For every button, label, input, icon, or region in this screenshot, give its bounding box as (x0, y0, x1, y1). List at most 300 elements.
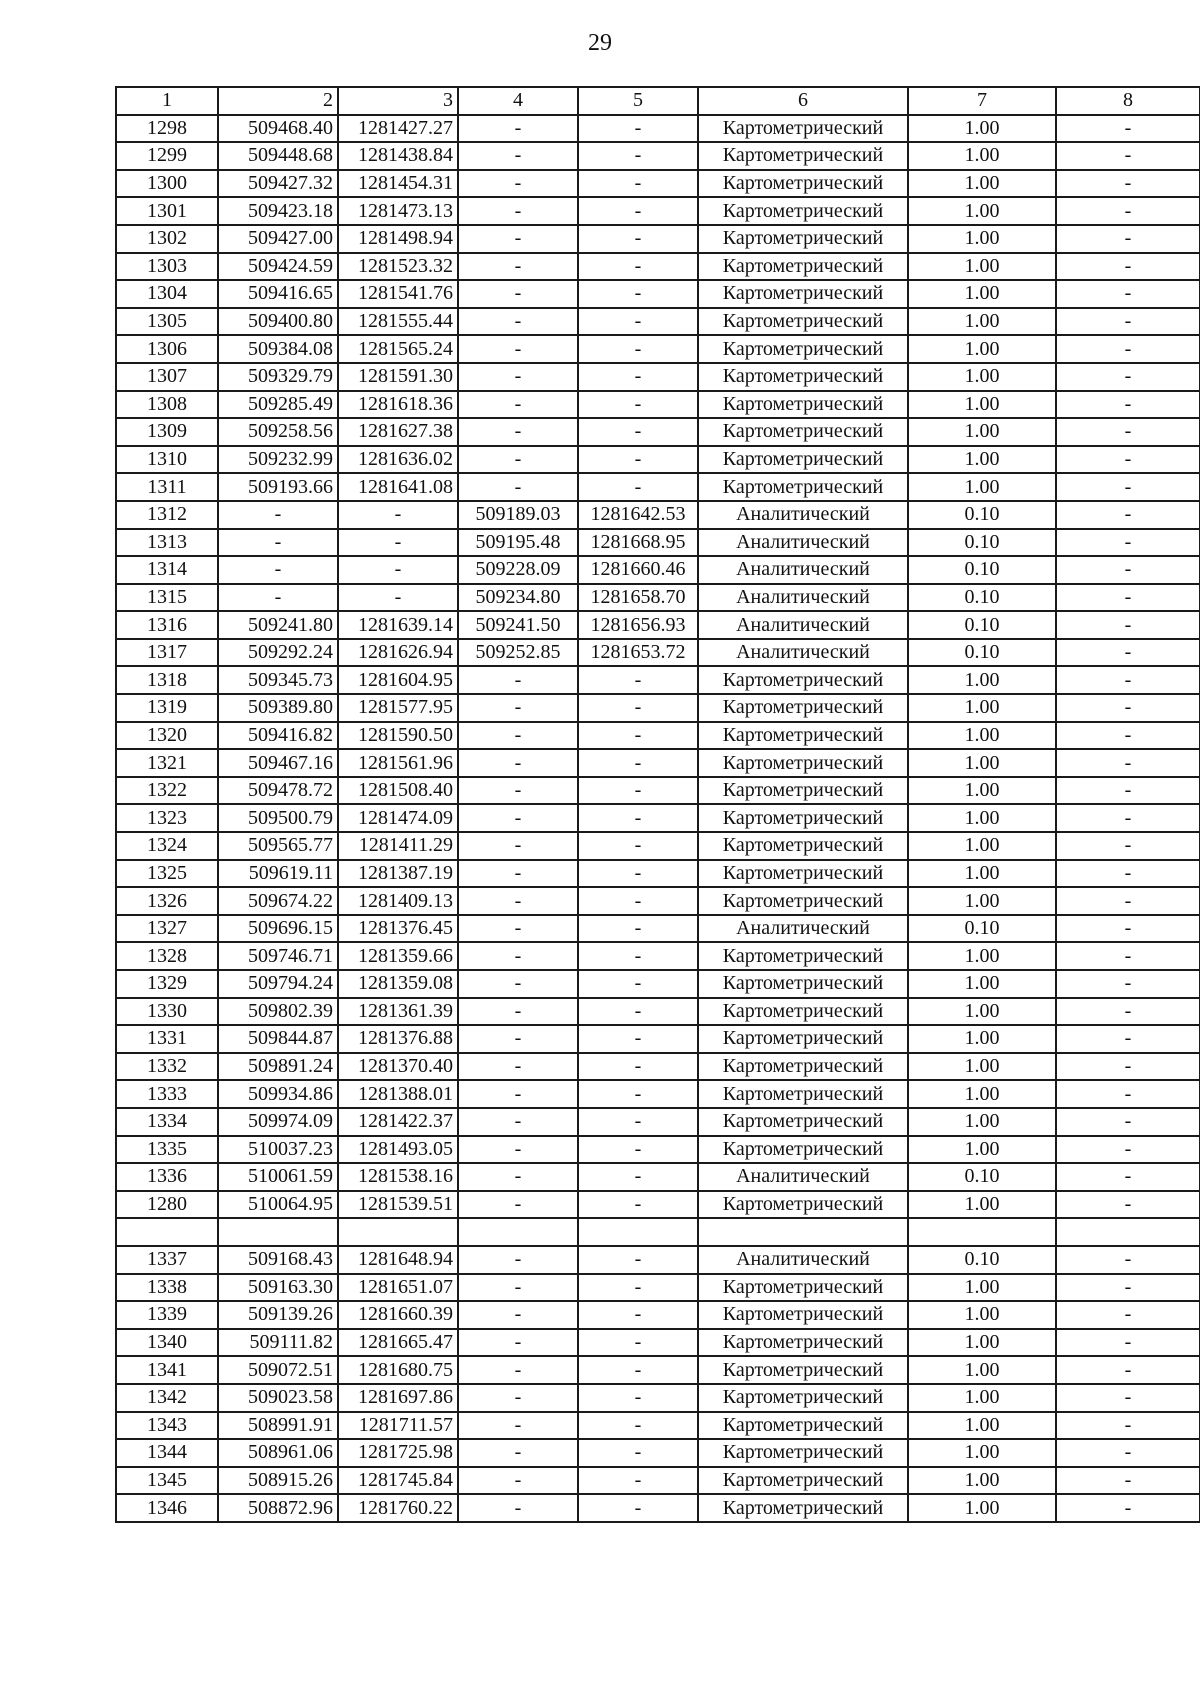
table-cell: 509500.79 (218, 804, 338, 832)
table-row (116, 1384, 1200, 1412)
table-cell: - (578, 887, 698, 915)
table-cell: - (458, 391, 578, 419)
table-cell: Картометрический (698, 170, 908, 198)
table-row (116, 887, 1200, 915)
table-cell: - (578, 280, 698, 308)
table-cell: 1337 (116, 1246, 218, 1274)
table-cell: 1281760.22 (338, 1494, 458, 1522)
table-cell: 1345 (116, 1467, 218, 1495)
table-cell: Картометрический (698, 1412, 908, 1440)
table-row (116, 639, 1200, 667)
table-cell: Картометрический (698, 1136, 908, 1164)
table-cell: - (1056, 391, 1200, 419)
table-cell: 1.00 (908, 473, 1056, 501)
table-cell: 1281658.70 (578, 584, 698, 612)
table-row (116, 1136, 1200, 1164)
table-cell: - (1056, 1412, 1200, 1440)
table-cell: - (1056, 887, 1200, 915)
table-cell: Картометрический (698, 1356, 908, 1384)
table-cell: 1303 (116, 253, 218, 281)
table-cell: - (218, 584, 338, 612)
table-cell: 1281591.30 (338, 363, 458, 391)
table-cell: - (578, 666, 698, 694)
table-cell: - (1056, 1136, 1200, 1164)
table-cell: Аналитический (698, 1163, 908, 1191)
table-cell: 509423.18 (218, 197, 338, 225)
table-cell: - (578, 722, 698, 750)
table-cell: - (1056, 501, 1200, 529)
table-cell: 1.00 (908, 197, 1056, 225)
table-cell: 1281359.08 (338, 970, 458, 998)
table-cell: - (458, 115, 578, 143)
table-row (116, 501, 1200, 529)
table-cell: 1281555.44 (338, 308, 458, 336)
table-cell: - (578, 1025, 698, 1053)
table-cell: 1.00 (908, 1053, 1056, 1081)
table-cell: 508961.06 (218, 1439, 338, 1467)
table-cell: Аналитический (698, 915, 908, 943)
table-cell: 1281565.24 (338, 335, 458, 363)
table-row (116, 529, 1200, 557)
table-cell: 1.00 (908, 142, 1056, 170)
table-cell (458, 1218, 578, 1246)
table-cell: - (578, 1191, 698, 1219)
table-cell: 1.00 (908, 308, 1056, 336)
table-cell: 1281422.37 (338, 1108, 458, 1136)
table-cell: 1281639.14 (338, 611, 458, 639)
column-header: 3 (338, 87, 458, 115)
table-cell: 1307 (116, 363, 218, 391)
table-cell: 1.00 (908, 998, 1056, 1026)
table-row (116, 694, 1200, 722)
table-cell: 1281577.95 (338, 694, 458, 722)
table-cell: 1281660.39 (338, 1301, 458, 1329)
table-cell: - (578, 1384, 698, 1412)
table-cell: 1.00 (908, 280, 1056, 308)
table-cell: - (1056, 446, 1200, 474)
table-cell: 509478.72 (218, 777, 338, 805)
table-cell: 1298 (116, 115, 218, 143)
table-cell: 509241.50 (458, 611, 578, 639)
table-cell: 0.10 (908, 1246, 1056, 1274)
table-cell: 1.00 (908, 666, 1056, 694)
table-cell: 1319 (116, 694, 218, 722)
table-cell: 1.00 (908, 391, 1056, 419)
table-cell: 1.00 (908, 832, 1056, 860)
table-cell: - (458, 832, 578, 860)
table-cell: - (578, 749, 698, 777)
table-cell: - (458, 1080, 578, 1108)
column-header: 5 (578, 87, 698, 115)
table-cell: 1340 (116, 1329, 218, 1357)
table-cell: - (458, 666, 578, 694)
table-cell: - (1056, 1053, 1200, 1081)
table-cell: 1332 (116, 1053, 218, 1081)
table-cell: - (458, 915, 578, 943)
table-cell: 509891.24 (218, 1053, 338, 1081)
table-cell: 1281745.84 (338, 1467, 458, 1495)
table-cell: - (1056, 1080, 1200, 1108)
table-cell: - (578, 777, 698, 805)
table-cell: - (578, 1163, 698, 1191)
table-cell: 510037.23 (218, 1136, 338, 1164)
table-cell (578, 1218, 698, 1246)
table-cell: 1281668.95 (578, 529, 698, 557)
table-cell: - (578, 197, 698, 225)
table-cell: 509193.66 (218, 473, 338, 501)
table-cell: 1316 (116, 611, 218, 639)
table-cell: - (578, 1439, 698, 1467)
table-cell: - (458, 1108, 578, 1136)
table-cell: - (578, 860, 698, 888)
table-row (116, 1467, 1200, 1495)
table-cell: 0.10 (908, 501, 1056, 529)
table-cell: Картометрический (698, 1439, 908, 1467)
table-cell: 1.00 (908, 1494, 1056, 1522)
table-cell: - (458, 142, 578, 170)
table-cell: - (1056, 142, 1200, 170)
table-cell: 1281454.31 (338, 170, 458, 198)
table-row (116, 832, 1200, 860)
column-header: 4 (458, 87, 578, 115)
table-cell: - (1056, 915, 1200, 943)
table-cell: - (578, 225, 698, 253)
table-cell: 510061.59 (218, 1163, 338, 1191)
table-cell: 1331 (116, 1025, 218, 1053)
table-cell: 1.00 (908, 446, 1056, 474)
table-cell: - (578, 1301, 698, 1329)
table-row (116, 280, 1200, 308)
table-cell: 509189.03 (458, 501, 578, 529)
table-cell: - (458, 998, 578, 1026)
table-cell: - (338, 556, 458, 584)
table-cell: Картометрический (698, 1384, 908, 1412)
table-cell: 1281627.38 (338, 418, 458, 446)
table-cell: Картометрический (698, 887, 908, 915)
table-cell: - (578, 1329, 698, 1357)
table-cell: - (578, 1053, 698, 1081)
table-cell: Картометрический (698, 197, 908, 225)
table-cell: 1281359.66 (338, 942, 458, 970)
table-cell: - (458, 722, 578, 750)
table-cell: 509448.68 (218, 142, 338, 170)
table-cell: - (1056, 473, 1200, 501)
column-header: 8 (1056, 87, 1200, 115)
table-cell: 1281388.01 (338, 1080, 458, 1108)
table-cell: 509674.22 (218, 887, 338, 915)
table-cell: 1.00 (908, 1356, 1056, 1384)
table-cell: 508915.26 (218, 1467, 338, 1495)
table-cell: - (578, 1246, 698, 1274)
table-row (116, 611, 1200, 639)
table-cell: 1281498.94 (338, 225, 458, 253)
table-cell: Картометрический (698, 142, 908, 170)
table-cell: 1281618.36 (338, 391, 458, 419)
table-row (116, 363, 1200, 391)
table-cell: 1305 (116, 308, 218, 336)
table-cell: Картометрический (698, 998, 908, 1026)
table-cell: - (458, 280, 578, 308)
table-cell: 1308 (116, 391, 218, 419)
table-row (116, 418, 1200, 446)
table-cell: - (1056, 832, 1200, 860)
table-cell: - (458, 335, 578, 363)
table-cell: - (458, 887, 578, 915)
table-row (116, 1163, 1200, 1191)
column-header: 2 (218, 87, 338, 115)
table-cell: 1324 (116, 832, 218, 860)
table-cell: 1281409.13 (338, 887, 458, 915)
table-cell: - (458, 1356, 578, 1384)
table-cell: Картометрический (698, 1108, 908, 1136)
table-cell: - (458, 1301, 578, 1329)
table-cell: 1336 (116, 1163, 218, 1191)
table-cell: - (218, 529, 338, 557)
table-cell: 509329.79 (218, 363, 338, 391)
table-cell: 509258.56 (218, 418, 338, 446)
table-cell: Картометрический (698, 1080, 908, 1108)
table-cell: - (578, 1467, 698, 1495)
table-cell: 509416.82 (218, 722, 338, 750)
table-cell: 1315 (116, 584, 218, 612)
table-cell: - (1056, 970, 1200, 998)
table-cell: 0.10 (908, 611, 1056, 639)
table-cell: - (1056, 639, 1200, 667)
table-cell: - (458, 225, 578, 253)
table-cell: 509292.24 (218, 639, 338, 667)
table-cell: 1335 (116, 1136, 218, 1164)
table-cell: 1281641.08 (338, 473, 458, 501)
table-cell: Картометрический (698, 666, 908, 694)
table-cell: - (1056, 225, 1200, 253)
table-cell: 509696.15 (218, 915, 338, 943)
table-cell: 1312 (116, 501, 218, 529)
table-cell (218, 1218, 338, 1246)
table-cell: - (458, 694, 578, 722)
table-cell: 1281636.02 (338, 446, 458, 474)
table-cell: - (458, 446, 578, 474)
table-cell: - (578, 1356, 698, 1384)
table-cell: Картометрический (698, 253, 908, 281)
table-cell: - (458, 1136, 578, 1164)
table-cell: - (1056, 722, 1200, 750)
table-cell: - (458, 197, 578, 225)
table-cell: 1309 (116, 418, 218, 446)
table-cell: 1281523.32 (338, 253, 458, 281)
table-cell: - (578, 1274, 698, 1302)
table-cell: 1.00 (908, 694, 1056, 722)
table-cell: 509619.11 (218, 860, 338, 888)
table-cell: 509252.85 (458, 639, 578, 667)
column-header: 7 (908, 87, 1056, 115)
table-cell: 1.00 (908, 1384, 1056, 1412)
table-cell: 1304 (116, 280, 218, 308)
table-cell: 509468.40 (218, 115, 338, 143)
table-cell: 1281411.29 (338, 832, 458, 860)
column-header: 1 (116, 87, 218, 115)
table-row (116, 446, 1200, 474)
table-cell: 1.00 (908, 749, 1056, 777)
table-cell: Картометрический (698, 804, 908, 832)
table-cell: 0.10 (908, 639, 1056, 667)
table-cell: - (1056, 1356, 1200, 1384)
table-cell: 1281653.72 (578, 639, 698, 667)
table-cell (338, 1218, 458, 1246)
table-cell: - (458, 1191, 578, 1219)
table-cell: 509228.09 (458, 556, 578, 584)
table-cell: 1281539.51 (338, 1191, 458, 1219)
table-cell: 509163.30 (218, 1274, 338, 1302)
table-cell: - (578, 170, 698, 198)
table-cell: - (1056, 1246, 1200, 1274)
table-row (116, 391, 1200, 419)
table-cell: 1344 (116, 1439, 218, 1467)
table-cell: 1321 (116, 749, 218, 777)
table-cell: - (458, 970, 578, 998)
table-cell: - (458, 363, 578, 391)
table-cell: 1281590.50 (338, 722, 458, 750)
table-cell: 509285.49 (218, 391, 338, 419)
table-cell: 1281642.53 (578, 501, 698, 529)
table-cell: Картометрический (698, 335, 908, 363)
table-cell: - (1056, 197, 1200, 225)
table-cell: Картометрический (698, 1467, 908, 1495)
table-cell: 1342 (116, 1384, 218, 1412)
table-cell: - (578, 363, 698, 391)
table-row (116, 777, 1200, 805)
table-cell (908, 1218, 1056, 1246)
table-cell: - (1056, 942, 1200, 970)
table-cell: 1310 (116, 446, 218, 474)
table-cell: - (578, 832, 698, 860)
table-cell: 1281376.45 (338, 915, 458, 943)
table-cell: - (1056, 280, 1200, 308)
table-cell: Картометрический (698, 1494, 908, 1522)
table-cell: 509168.43 (218, 1246, 338, 1274)
table-cell: 1281697.86 (338, 1384, 458, 1412)
table-cell: - (578, 998, 698, 1026)
table-cell: 1.00 (908, 1108, 1056, 1136)
table-cell (116, 1218, 218, 1246)
table-row (116, 998, 1200, 1026)
table-cell: - (1056, 363, 1200, 391)
table-cell: Картометрический (698, 832, 908, 860)
table-cell: Аналитический (698, 1246, 908, 1274)
table-cell: - (458, 253, 578, 281)
table-cell: - (458, 1439, 578, 1467)
table-cell: 509232.99 (218, 446, 338, 474)
table-cell: - (1056, 1191, 1200, 1219)
table-cell: 1322 (116, 777, 218, 805)
table-cell: 1281493.05 (338, 1136, 458, 1164)
table-cell: 1302 (116, 225, 218, 253)
table-cell: Аналитический (698, 639, 908, 667)
table-cell: - (458, 170, 578, 198)
table-cell: - (458, 473, 578, 501)
table-cell: 1341 (116, 1356, 218, 1384)
table-cell: 509934.86 (218, 1080, 338, 1108)
table-row (116, 197, 1200, 225)
table-cell: 1281387.19 (338, 860, 458, 888)
table-cell: 1317 (116, 639, 218, 667)
table-cell: 1.00 (908, 1274, 1056, 1302)
table-cell: - (458, 804, 578, 832)
table-cell: 509424.59 (218, 253, 338, 281)
table-cell: 1325 (116, 860, 218, 888)
table-cell: - (578, 804, 698, 832)
table-cell: - (578, 391, 698, 419)
table-cell: - (578, 335, 698, 363)
table-cell: 1343 (116, 1412, 218, 1440)
table-cell: 1281438.84 (338, 142, 458, 170)
table-cell: - (1056, 1274, 1200, 1302)
table-cell: 0.10 (908, 915, 1056, 943)
coordinates-table-container (115, 86, 1200, 1523)
table-cell: - (1056, 860, 1200, 888)
table-cell: 0.10 (908, 1163, 1056, 1191)
table-cell: 510064.95 (218, 1191, 338, 1219)
table-cell: 1.00 (908, 942, 1056, 970)
table-cell: Картометрический (698, 446, 908, 474)
table-cell: 1281660.46 (578, 556, 698, 584)
table-cell: 1313 (116, 529, 218, 557)
table-cell: 1281473.13 (338, 197, 458, 225)
table-row (116, 1218, 1200, 1246)
table-cell: Картометрический (698, 722, 908, 750)
table-row (116, 225, 1200, 253)
table-cell: - (1056, 1025, 1200, 1053)
table-cell: 1281711.57 (338, 1412, 458, 1440)
table-cell: Картометрический (698, 1191, 908, 1219)
table-cell: Картометрический (698, 970, 908, 998)
table-cell (1056, 1218, 1200, 1246)
table-cell: 1.00 (908, 363, 1056, 391)
table-cell: 509195.48 (458, 529, 578, 557)
table-cell: 509234.80 (458, 584, 578, 612)
table-cell: 509565.77 (218, 832, 338, 860)
table-cell: 1.00 (908, 1412, 1056, 1440)
table-cell: - (1056, 418, 1200, 446)
table-cell: 1.00 (908, 777, 1056, 805)
table-row (116, 722, 1200, 750)
table-cell: 1.00 (908, 418, 1056, 446)
table-cell: 1326 (116, 887, 218, 915)
table-header-row (116, 87, 1200, 115)
table-cell: Картометрический (698, 777, 908, 805)
table-cell: Аналитический (698, 584, 908, 612)
table-cell: 509427.00 (218, 225, 338, 253)
table-cell: - (458, 1053, 578, 1081)
table-row (116, 1080, 1200, 1108)
table-cell: - (458, 1329, 578, 1357)
table-cell: - (1056, 611, 1200, 639)
table-row (116, 1301, 1200, 1329)
table-cell: - (458, 942, 578, 970)
table-cell: Аналитический (698, 556, 908, 584)
table-row (116, 1246, 1200, 1274)
table-cell: 509389.80 (218, 694, 338, 722)
table-cell: 1.00 (908, 860, 1056, 888)
table-cell: Картометрический (698, 225, 908, 253)
table-cell: - (1056, 115, 1200, 143)
table-cell: Картометрический (698, 1025, 908, 1053)
table-cell: 1281376.88 (338, 1025, 458, 1053)
table-cell: 1281361.39 (338, 998, 458, 1026)
table-row (116, 749, 1200, 777)
table-cell: - (458, 1163, 578, 1191)
table-cell: 1329 (116, 970, 218, 998)
table-cell: 1.00 (908, 335, 1056, 363)
